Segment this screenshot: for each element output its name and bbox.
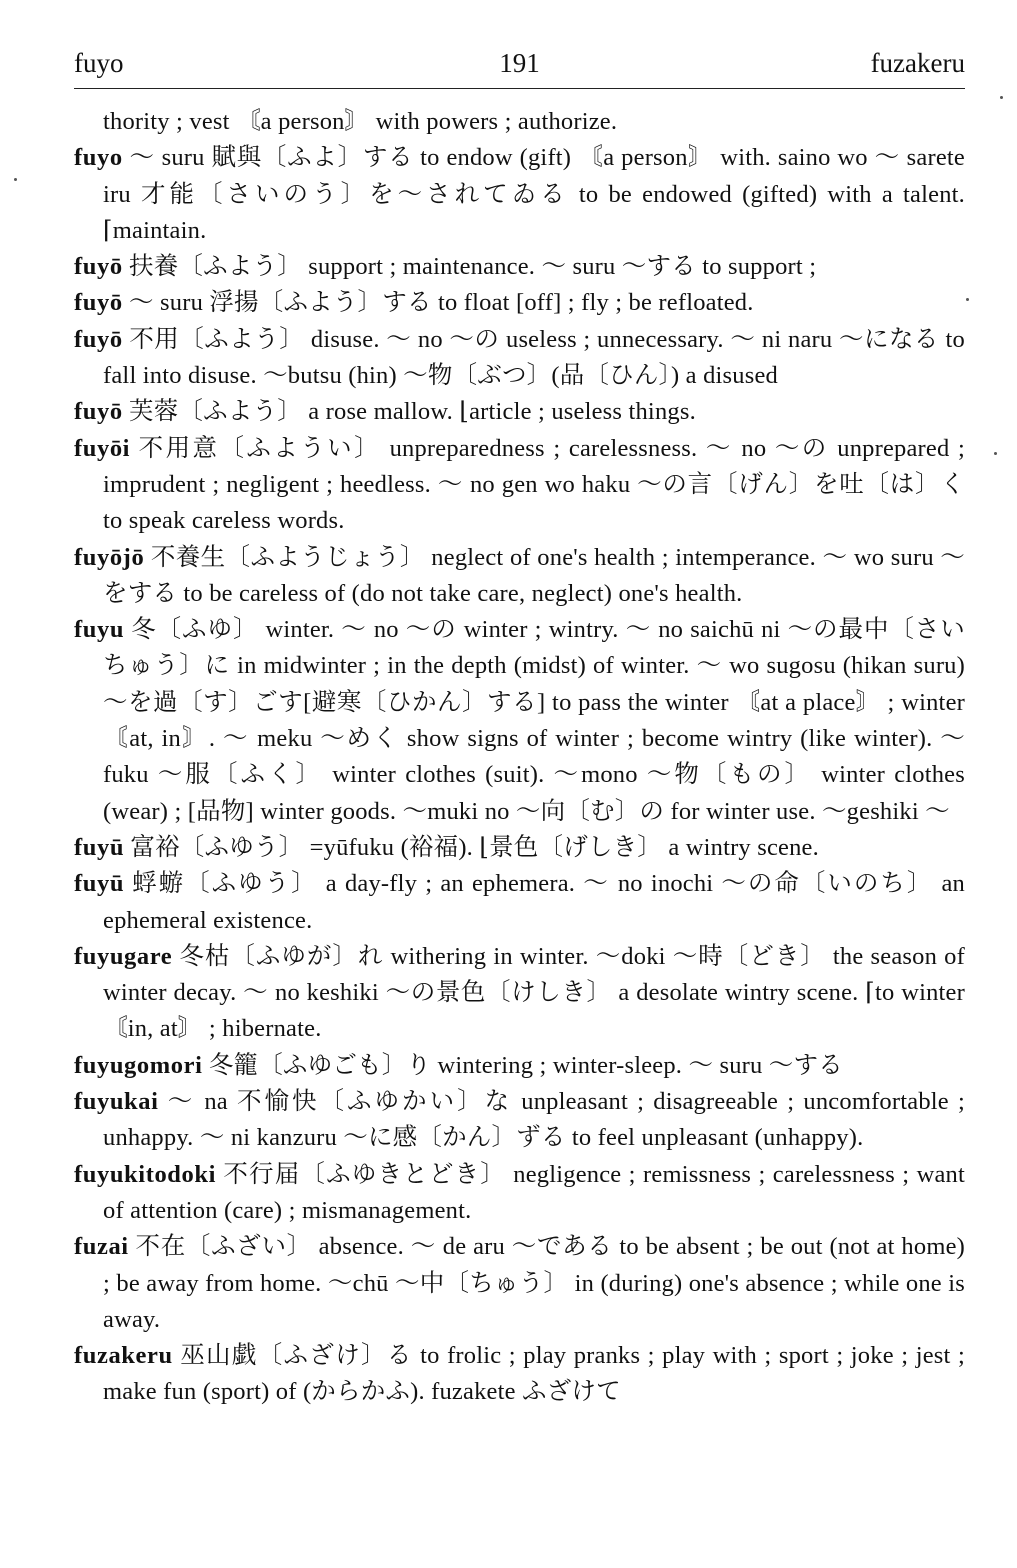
entry-headword: fuzai	[74, 1233, 129, 1261]
scan-speck	[966, 298, 969, 301]
entry-headword: fuzakeru	[74, 1342, 173, 1370]
entry-headword: fuyōi	[74, 434, 131, 462]
entry-body: 〜 suru 浮揚〔ふよう〕する to float [off] ; fly ; be refloated.	[129, 289, 754, 317]
entry-headword: fuyū	[74, 870, 125, 898]
dictionary-entry	[74, 322, 965, 395]
dictionary-entry	[74, 1338, 965, 1411]
entry-body: 冬籠〔ふゆごも〕り wintering ; winter-sleep. 〜 suru 〜する	[208, 1051, 843, 1079]
entries-list	[74, 104, 965, 1411]
entry-headword: fuyō	[74, 253, 123, 281]
entry-body: 冬〔ふゆ〕 winter. 〜 no 〜の winter ; wintry. 〜 no saichū ni 〜の最中〔さいちゅう〕に in midwinter ; in the depth (midst) of winter. 〜 wo sugosu (hikan suru) 〜を過〔す〕ごす[避寒〔ひかん〕する] to pass the winter 〘at a place〙 ; winter 〘at, in〙. 〜 meku 〜めく show signs of winter ; become wintry (like winter). 〜fuku 〜服〔ふく〕 winter clothes (suit). 〜mono 〜物〔もの〕 winter clothes (wear) ; [品物] winter goods. 〜muki no 〜向〔む〕の for winter use. 〜geshiki 〜	[103, 616, 965, 825]
entry-body: 〜 na 不愉快〔ふゆかい〕な unpleasant ; disagreeable ; uncomfortable ; unhappy. 〜 ni kanzuru 〜に感〔かん〕ずる to feel unpleasant (unhappy).	[103, 1088, 965, 1152]
scan-speck	[14, 178, 17, 181]
entry-headword: fuyugomori	[74, 1051, 203, 1079]
entry-body: 芙蓉〔ふよう〕 a rose mallow. ⌊article ; useless things.	[129, 398, 696, 426]
entry-body: thority ; vest 〘a person〙 with powers ; authorize.	[103, 108, 618, 135]
entry-headword: fuyo	[74, 144, 123, 172]
entry-body: 冬枯〔ふゆが〕れ withering in winter. 〜doki 〜時〔どき〕 the season of winter decay. 〜 no keshiki 〜の景色〔けしき〕 a desolate wintry scene. ⌈to winter 〘in, at〙 ; hibernate.	[103, 942, 965, 1043]
dictionary-entry	[74, 394, 965, 430]
entry-headword: fuyō	[74, 398, 123, 426]
dictionary-entry	[74, 104, 965, 140]
dictionary-entry	[74, 1048, 965, 1084]
dictionary-entry	[74, 866, 965, 939]
header-last-word: fuzakeru	[870, 48, 965, 78]
entry-headword: fuyu	[74, 616, 125, 644]
page-header	[74, 44, 965, 89]
entry-headword: fuyōjō	[74, 543, 145, 571]
dictionary-entry	[74, 1157, 965, 1230]
dictionary-entry	[74, 1084, 965, 1157]
entry-body: 扶養〔ふよう〕 support ; maintenance. 〜 suru 〜する to support ;	[129, 253, 817, 281]
entry-body: 巫山戯〔ふざけ〕る to frolic ; play pranks ; play with ; sport ; joke ; jest ; make fun (sport) of (からかふ). fuzakete ふざけて	[103, 1342, 965, 1406]
dictionary-entry	[74, 285, 965, 321]
dictionary-entry	[74, 540, 965, 613]
dictionary-entry	[74, 939, 965, 1048]
header-first-word: fuyo	[74, 48, 124, 78]
entry-body: 不用意〔ふようい〕 unpreparedness ; carelessness. 〜 no 〜の unprepared ; imprudent ; negligent ; heedless. 〜 no gen wo haku 〜の言〔げん〕を吐〔は〕く to speak careless words.	[103, 434, 965, 535]
scan-speck	[994, 452, 997, 455]
entry-headword: fuyugare	[74, 942, 173, 970]
scan-speck	[1000, 96, 1003, 99]
entry-headword: fuyō	[74, 325, 123, 353]
dictionary-entry	[74, 140, 965, 249]
entry-body: 不行届〔ふゆきとどき〕 negligence ; remissness ; carelessness ; want of attention (care) ; mismanagement.	[103, 1160, 965, 1224]
entry-body: 不在〔ふざい〕 absence. 〜 de aru 〜である to be absent ; be out (not at home) ; be away from home. 〜chū 〜中〔ちゅう〕 in (during) one's absence ; while one is away.	[103, 1233, 966, 1333]
entry-headword: fuyū	[74, 833, 125, 861]
entry-headword: fuyukitodoki	[74, 1160, 217, 1188]
page-number: 191	[499, 48, 540, 78]
entry-headword: fuyō	[74, 289, 123, 317]
dictionary-entry	[74, 612, 965, 830]
entry-headword: fuyukai	[74, 1088, 159, 1116]
dictionary-entry	[74, 249, 965, 285]
entry-body: 〜 suru 賦與〔ふよ〕する to endow (gift) 〘a person〙 with. saino wo 〜 sarete iru 才能〔さいのう〕を〜されてゐる to be endowed (gifted) with a talent. ⌈maintain.	[103, 144, 965, 244]
entry-body: 蜉蝣〔ふゆう〕 a day-fly ; an ephemera. 〜 no inochi 〜の命〔いのち〕 an ephemeral existence.	[103, 870, 966, 934]
dictionary-entry	[74, 431, 965, 540]
entry-body: 不養生〔ふようじょう〕 neglect of one's health ; intemperance. 〜 wo suru 〜をする to be careless of (do not take care, neglect) one's health.	[103, 543, 965, 607]
dictionary-entry	[74, 830, 965, 866]
entry-body: 富裕〔ふゆう〕 =yūfuku (裕福). ⌊景色〔げしき〕 a wintry scene.	[130, 833, 819, 861]
dictionary-entry	[74, 1229, 965, 1338]
entry-body: 不用〔ふよう〕 disuse. 〜 no 〜の useless ; unnecessary. 〜 ni naru 〜になる to fall into disuse. 〜butsu (hin) 〜物〔ぶつ〕(品〔ひん〕) a disused	[103, 325, 966, 390]
